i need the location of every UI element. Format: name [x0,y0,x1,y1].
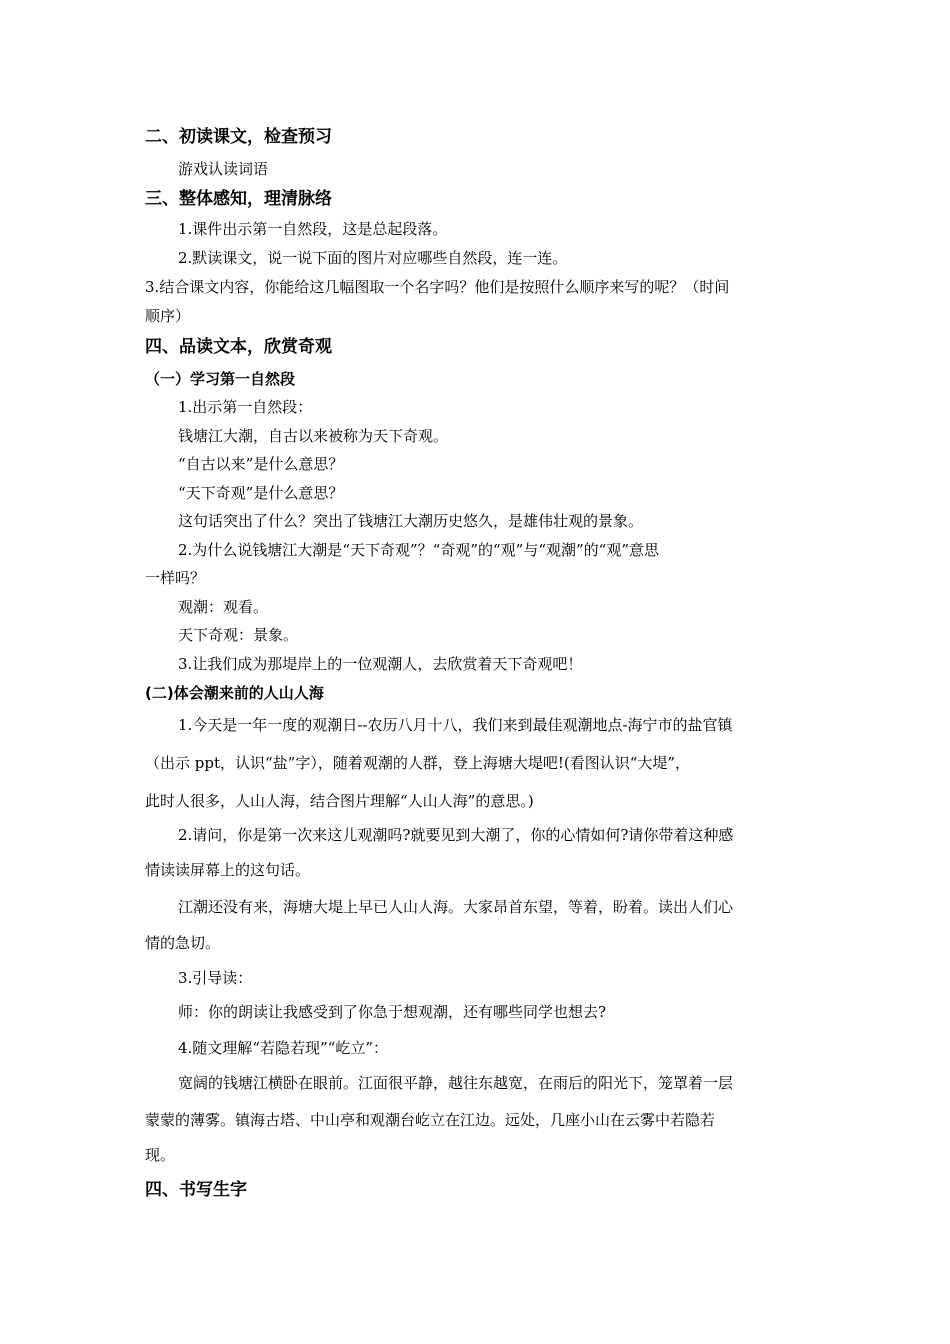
paragraph-line: 1.课件出示第一自然段，这是总起段落。 [178,220,448,238]
heading-writing-characters: 四、书写生字 [145,1180,247,1200]
paragraph-line: “自古以来”是什么意思？ [178,455,344,473]
paragraph-line: 这句话突出了什么？突出了钱塘江大潮历史悠久，是雄伟壮观的景象。 [178,512,644,530]
paragraph-line: 游戏认读词语 [178,160,269,178]
paragraph-line: 师：你的朗读让我感受到了你急于想观潮，还有哪些同学也想去? [178,1003,607,1021]
paragraph-line: 钱塘江大潮，自古以来被称为天下奇观。 [178,427,449,445]
paragraph-line: （出示 ppt，认识“盐”字），随着观潮的人群，登上海塘大堤吧!(看图认识“大堤”， [145,754,691,772]
paragraph-line: 1.出示第一自然段： [178,398,313,416]
paragraph-line: 2.请问，你是第一次来这儿观潮吗?就要见到大潮了，你的心情如何?请你带着这种感 [178,826,734,844]
paragraph-line: 情读读屏幕上的这句话。 [145,861,311,879]
paragraph-line: 天下奇观：景象。 [178,626,299,644]
subheading-before-tide: (二)体会潮来前的人山人海 [145,684,324,702]
paragraph-line: 江潮还没有来，海塘大堤上早已人山人海。大家昂首东望，等着，盼着。读出人们心 [178,898,734,916]
paragraph-line: 2.为什么说钱塘江大潮是“天下奇观”？“奇观”的“观”与“观潮”的“观”意思 [178,541,659,559]
paragraph-line: 4.随文理解“若隐若现”“屹立”： [178,1039,388,1057]
heading-close-reading: 四、品读文本，欣赏奇观 [145,337,332,357]
paragraph-line: 3.引导读： [178,969,253,987]
paragraph-line: 蒙蒙的薄雾。镇海古塔、中山亭和观潮台屹立在江边。远处，几座小山在云雾中若隐若 [145,1111,716,1129]
paragraph-line: 顺序） [145,307,191,325]
subheading-first-paragraph: （一）学习第一自然段 [145,370,296,388]
heading-overall-perception: 三、整体感知，理清脉络 [145,189,332,209]
paragraph-line: 现。 [145,1146,176,1164]
paragraph-line: 观潮：观看。 [178,598,269,616]
paragraph-line: 宽阔的钱塘江横卧在眼前。江面很平静，越往东越宽，在雨后的阳光下，笼罩着一层 [178,1074,734,1092]
paragraph-line: 3.让我们成为那堤岸上的一位观潮人，去欣赏着天下奇观吧！ [178,655,583,673]
paragraph-line: “天下奇观”是什么意思？ [178,484,344,502]
heading-first-reading: 二、初读课文，检查预习 [145,127,332,147]
paragraph-line: 2.默读课文，说一说下面的图片对应哪些自然段，连一连。 [178,249,568,267]
paragraph-line: 1.今天是一年一度的观潮日--农历八月十八，我们来到最佳观潮地点-海宁市的盐官镇 [178,716,733,734]
paragraph-line: 此时人很多，人山人海，结合图片理解“人山人海”的意思。) [145,792,534,810]
paragraph-line: 3.结合课文内容，你能给这几幅图取一个名字吗？他们是按照什么顺序来写的呢？（时间 [145,278,730,296]
paragraph-line: 一样吗？ [145,569,206,587]
paragraph-line: 情的急切。 [145,934,221,952]
